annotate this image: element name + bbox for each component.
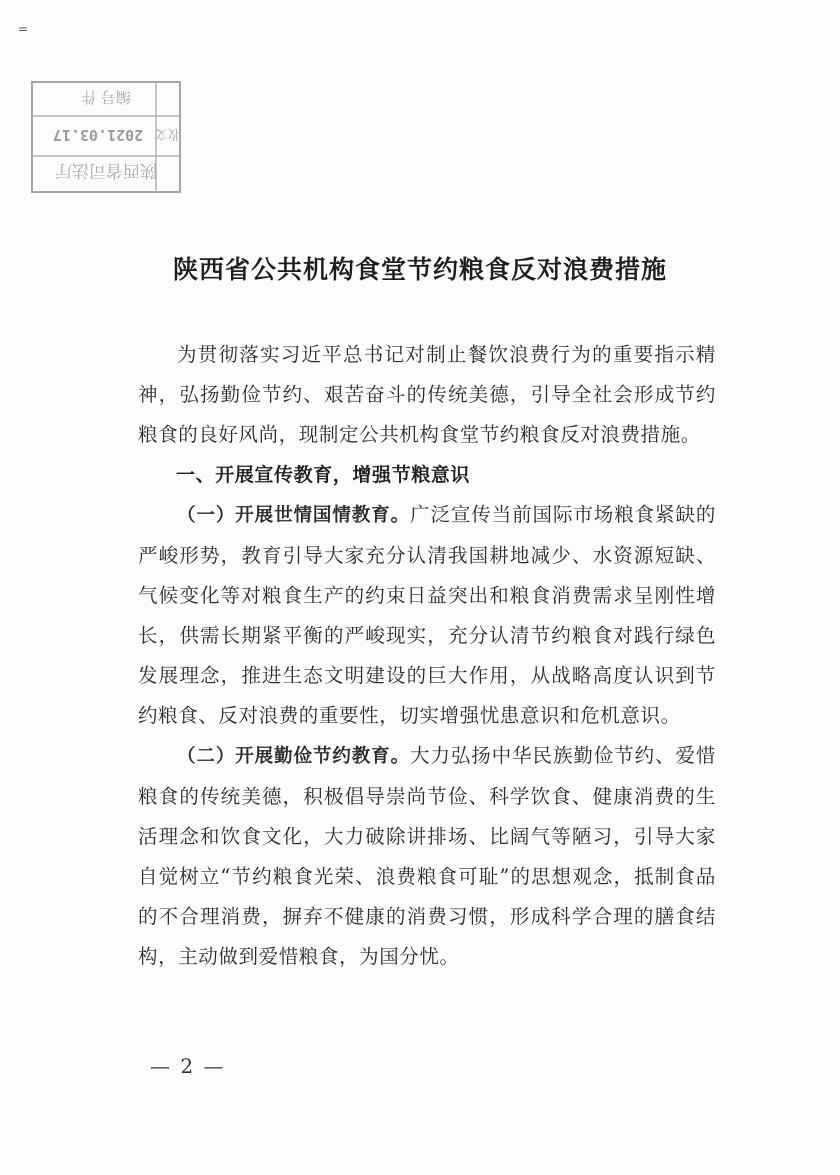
list-item <box>138 495 716 736</box>
svg-text:收文: 收文 <box>154 126 182 141</box>
item-lead: （二）开展勤俭节约教育。 <box>177 746 411 767</box>
document-title: 陕西省公共机构食堂节约粮食反对浪费措施 <box>172 255 667 284</box>
page-number: — 2 — <box>150 1054 226 1078</box>
item-lead: （一）开展世情国情教育。 <box>177 505 411 526</box>
section-heading-1: 一、开展宣传教育，增强节粮意识 <box>176 464 471 486</box>
intro-paragraph: 为贯彻落实习近平总书记对制止餐饮浪费行为的重要指示精神，弘扬勤俭节约、艰苦奋斗的传统美德，引导全社会形成节约粮食的良好风尚，现制定公共机构食堂节约粮食反对浪费措施。 <box>138 343 716 446</box>
list-item <box>138 736 716 977</box>
svg-text:陕西省司法厅: 陕西省司法厅 <box>55 160 157 180</box>
item-text: 广泛宣传当前国际市场粮食紧缺的严峻形势，教育引导大家充分认清我国耕地减少、水资源短缺、气候变化等对粮食生产的约束日益突出和粮食消费需求呈刚性增长，供需长期紧平衡的严峻现实，充分认清节约粮食对践行绿色发展理念，推进生态文明建设的巨大作用，从战略高度认识到节约粮食、反对浪费的重要性，切实增强忧患意识和危机意识。 <box>138 503 716 727</box>
receipt-stamp <box>30 80 182 194</box>
document-body <box>138 335 716 977</box>
item-text: 大力弘扬中华民族勤俭节约、爱惜粮食的传统美德，积极倡导崇尚节俭、科学饮食、健康消费的生活理念和饮食文化，大力破除讲排场、比阔气等陋习，引导大家自觉树立“节约粮食光荣、浪费粮食可耻”的思想观念，抵制食品的不合理消费，摒弃不健康的消费习惯，形成科学合理的膳食结构，主动做到爱惜粮食，为国分忧。 <box>138 744 716 968</box>
svg-text:2021.03.17: 2021.03.17 <box>52 126 144 144</box>
svg-text:编号 件: 编号 件 <box>81 88 131 106</box>
corner-mark: = <box>18 22 29 36</box>
